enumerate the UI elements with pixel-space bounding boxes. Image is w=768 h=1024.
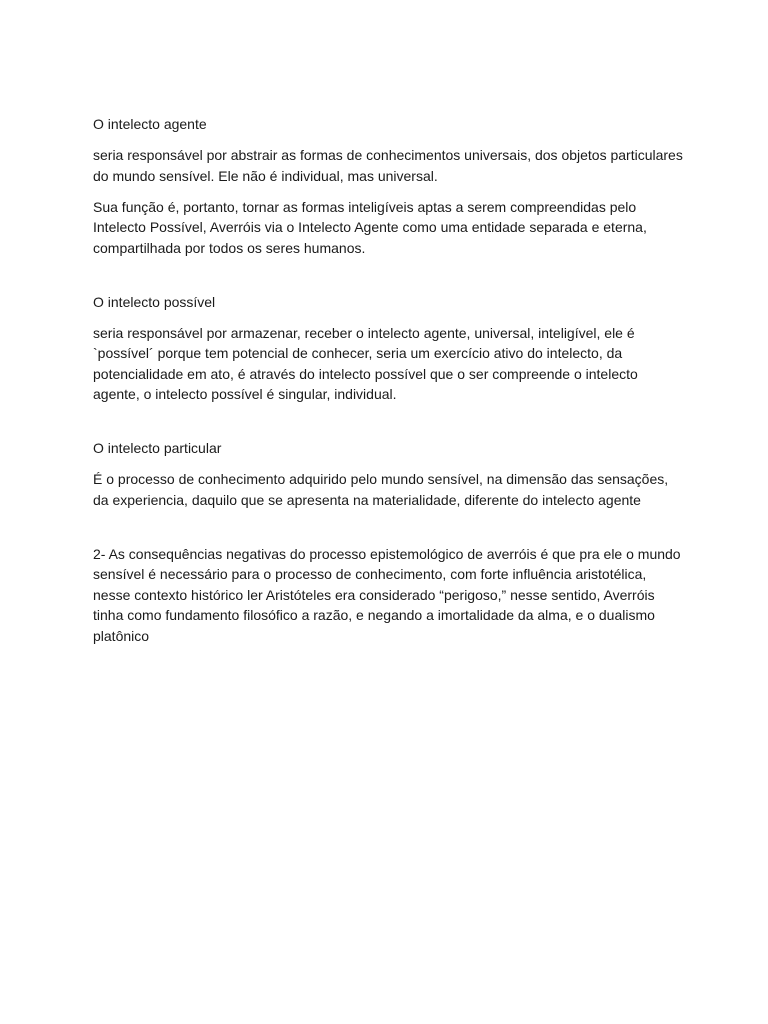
section-spacer <box>93 269 686 292</box>
paragraph-intelecto-agente-2: Sua função é, portanto, tornar as formas inteligíveis aptas a serem compreendidas pelo Intelecto Possível, Averróis via o Intelecto Agente como uma entidade separada e eterna, compartilhada por todos os seres humanos. <box>93 198 647 256</box>
section-spacer <box>93 415 686 438</box>
paragraph-question-2: 2- As consequências negativas do processo epistemológico de averróis é que pra ele o mundo sensível é necessário para o processo de conhecimento, com forte influência aristotélica, nesse contexto histórico ler Aristóteles era considerado “perigoso,” nesse sentido, Averróis tinha como fundamento filosófico a razão, e negando a imortalidade da alma, e o dualismo platônico <box>93 545 681 644</box>
section-spacer <box>93 521 686 544</box>
section-heading-intelecto-possivel: O intelecto possível <box>93 293 216 310</box>
paragraph-intelecto-agente-1: seria responsável por abstrair as formas de conhecimentos universais, dos objetos particulares do mundo sensível. Ele não é individual, mas universal. <box>93 147 683 184</box>
section-heading-intelecto-particular: O intelecto particular <box>93 440 222 456</box>
section-heading-intelecto-agente: O intelecto agente <box>93 116 207 132</box>
paragraph-intelecto-possivel-1: seria responsável por armazenar, receber o intelecto agente, universal, inteligível, ele é `possível´ porque tem potencial de conhecer, seria um exercício ativo do intelecto, da potencialidade em ato, é através do intelecto possível que o ser compreende o intelecto agente, o intelecto possível é singular, individual. <box>93 324 638 402</box>
paragraph-intelecto-particular-1: É o processo de conhecimento adquirido pelo mundo sensível, na dimensão das sensações, da experiencia, daquilo que se apresenta na materialidade, diferente do intelecto agente <box>93 471 669 508</box>
